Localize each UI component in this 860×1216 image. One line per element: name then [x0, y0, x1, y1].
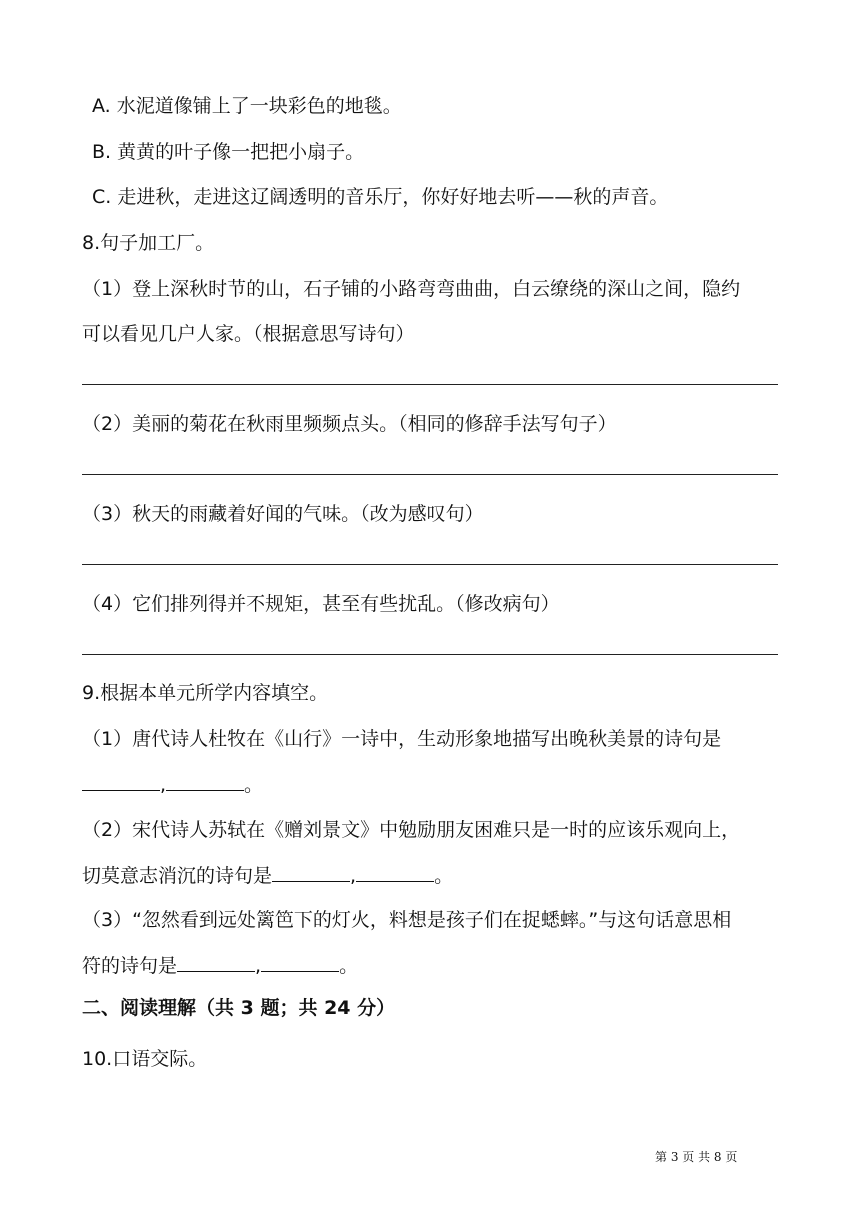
- q8-s1-line2: 可以看见几户人家。（根据意思写诗句）: [82, 323, 415, 345]
- section-heading: 二、阅读理解（共 3 题；共 24 分）: [82, 997, 396, 1019]
- q9-title: 9.根据本单元所学内容填空。: [82, 682, 329, 704]
- q8-s1-line1: （1）登上深秋时节的山，石子铺的小路弯弯曲曲，白云缭绕的深山之间，隐约: [82, 278, 741, 300]
- fill-blank[interactable]: [82, 772, 160, 791]
- q8-s3: （3）秋天的雨藏着好闻的气味。（改为感叹句）: [82, 503, 484, 525]
- fill-blank[interactable]: [272, 863, 350, 882]
- q8-s4: （4）它们排列得并不规矩，甚至有些扰乱。（修改病句）: [82, 593, 560, 615]
- sentence-end: 。: [434, 865, 454, 887]
- sentence-end: 。: [339, 955, 359, 977]
- q9-s1-line1: （1）唐代诗人杜牧在《山行》一诗中，生动形象地描写出晚秋美景的诗句是: [82, 728, 722, 750]
- q9-s3-line2: [82, 953, 782, 978]
- q9-s3-prefix: 符的诗句是: [82, 955, 178, 977]
- q10-title: 10.口语交际。: [82, 1048, 208, 1070]
- answer-line-1: [82, 384, 778, 385]
- blank-separator: ,: [160, 774, 167, 796]
- answer-line-3: [82, 564, 778, 565]
- sentence-end: 。: [244, 774, 264, 796]
- q8-title: 8.句子加工厂。: [82, 232, 215, 254]
- blank-separator: ,: [350, 865, 357, 887]
- option-c: C. 走进秋，走进这辽阔透明的音乐厅，你好好地去听——秋的声音。: [92, 186, 669, 208]
- q9-s2-line2: [82, 863, 782, 888]
- fill-blank[interactable]: [166, 772, 244, 791]
- q9-s1-blanks: [82, 772, 782, 797]
- answer-line-2: [82, 474, 778, 475]
- answer-line-4: [82, 654, 778, 655]
- q9-s2-prefix: 切莫意志消沉的诗句是: [82, 865, 273, 887]
- option-b: B. 黄黄的叶子像一把把小扇子。: [92, 141, 365, 163]
- fill-blank[interactable]: [177, 953, 255, 972]
- option-a: A. 水泥道像铺上了一块彩色的地毯。: [92, 95, 402, 117]
- fill-blank[interactable]: [356, 863, 434, 882]
- fill-blank[interactable]: [261, 953, 339, 972]
- q9-s2-line1: （2）宋代诗人苏轼在《赠刘景文》中勉励朋友困难只是一时的应该乐观向上，: [82, 819, 741, 841]
- q9-s3-line1: （3）“忽然看到远处篱笆下的灯火，料想是孩子们在捉蟋蟀。”与这句话意思相: [82, 909, 732, 931]
- q8-s2: （2）美丽的菊花在秋雨里频频点头。（相同的修辞手法写句子）: [82, 413, 617, 435]
- blank-separator: ,: [255, 955, 262, 977]
- page-footer: 第 3 页 共 8 页: [655, 1150, 738, 1164]
